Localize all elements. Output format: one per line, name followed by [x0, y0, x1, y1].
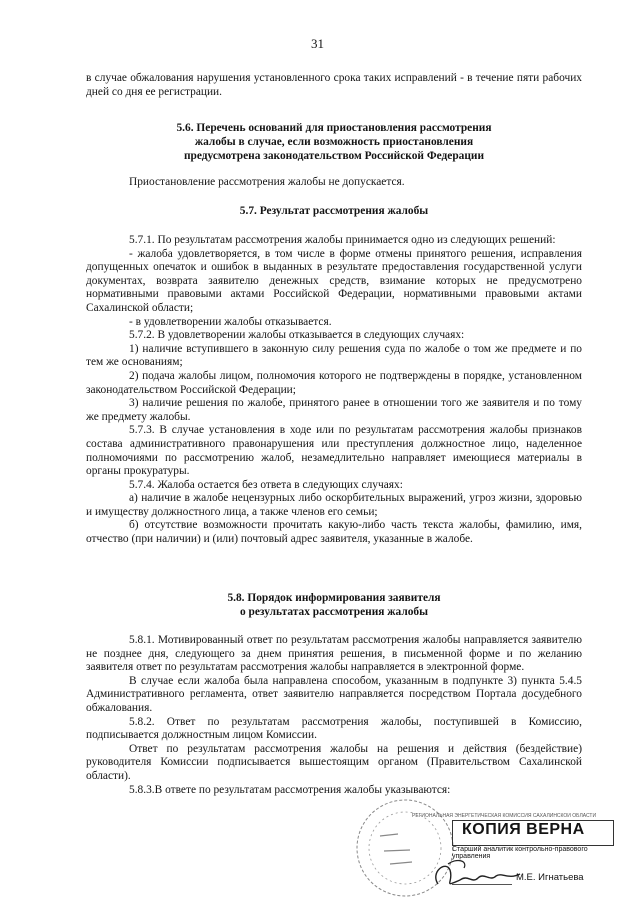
paragraph: В случае если жалоба была направлена способом, указанным в подпункте 3) пункта 5.4.5 Административного регламента, ответ заявителю направляется посредством Портала досудебного обжалования.: [86, 674, 582, 714]
paragraph: 5.8.3.В ответе по результатам рассмотрения жалобы указываются:: [129, 783, 451, 796]
section-5-8-body: [86, 634, 582, 797]
paragraph: 5.7.4. Жалоба остается без ответа в следующих случаях:: [129, 478, 403, 491]
paragraph: Приостановление рассмотрения жалобы не допускается.: [129, 176, 405, 188]
heading-5-6: [86, 122, 582, 163]
paragraph: Ответ по результатам рассмотрения жалобы на решения и действия (бездействие) руководителя Комиссии подписывается вышестоящим органом (Правительством Сахалинской области).: [86, 742, 582, 782]
paragraph: - жалоба удовлетворяется, в том числе в форме отмены принятого решения, исправления допущенных опечаток и ошибок в выданных в результате предоставления государственной услуги документах, возврата заявителю денежных средств, взимание которых не предусмотрено нормативными правовыми актами Российской Федерации, нормативными правовыми актами Сахалинской области;: [86, 247, 582, 314]
paragraph: 5.8.1. Мотивированный ответ по результатам рассмотрения жалобы направляется заявителю не позднее дня, следующего за днем принятия решения, в письменной форме и по желанию заявителя ответ по результатам рассмотрения жалобы направляется в электронной форме.: [86, 634, 582, 674]
signature-icon: [420, 854, 530, 894]
signature-line: [452, 884, 512, 885]
intro-text: в случае обжалования нарушения установленного срока таких исправлений - в течение пяти рабочих дней со дня ее регистрации.: [86, 72, 582, 98]
paragraph: 1) наличие вступившего в законную силу решения суда по жалобе о том же предмете и по тем же основаниям;: [86, 342, 582, 369]
heading-5-8-line-2: о результатах рассмотрения жалобы: [239, 605, 429, 618]
paragraph: 2) подача жалобы лицом, полномочия которого не подтверждены в порядке, установленном законодательством Российской Федерации;: [86, 369, 582, 396]
heading-5-8-line-1: 5.8. Порядок информирования заявителя: [227, 592, 441, 604]
paragraph: 5.7.1. По результатам рассмотрения жалобы принимается одно из следующих решений:: [129, 234, 556, 246]
heading-5-6-line-1: 5.6. Перечень оснований для приостановления рассмотрения: [176, 122, 492, 134]
section-5-6-body: [86, 176, 582, 190]
paragraph: 5.7.2. В удовлетворении жалобы отказывается в следующих случаях:: [129, 329, 465, 342]
certification-stamp: [330, 796, 635, 905]
section-5-7-body: [86, 234, 582, 547]
paragraph: а) наличие в жалобе нецензурных либо оскорбительных выражений, угроз жизни, здоровью и имуществу должностного лица, а также членов его семьи;: [86, 492, 582, 518]
stamp-position: Старший аналитик контрольно-правового управления: [452, 846, 588, 860]
stamp-signer-name: М.Е. Игнатьева: [516, 872, 584, 883]
paragraph: б) отсутствие возможности прочитать какую-либо часть текста жалобы, фамилию, имя, отчество (при наличии) и (или) почтовый адрес заявителя, указанные в жалобе.: [86, 519, 582, 546]
heading-5-6-line-3: предусмотрена законодательством Российской Федерации: [183, 149, 485, 162]
paragraph: 5.8.2. Ответ по результатам рассмотрения жалобы, поступившей в Комиссию, подписывается должностным лицом Комиссии.: [86, 715, 582, 742]
heading-5-6-line-2: жалобы в случае, если возможность приостановления: [194, 135, 474, 148]
heading-5-7: 5.7. Результат рассмотрения жалобы: [239, 205, 429, 217]
paragraph: 3) наличие решения по жалобе, принятого ранее в отношении того же заявителя и по тому же предмету жалобы.: [86, 397, 582, 423]
stamp-copy-label: КОПИЯ ВЕРНА: [462, 821, 585, 838]
heading-5-8: [86, 592, 582, 620]
stamp-organization: РЕГИОНАЛЬНАЯ ЭНЕРГЕТИЧЕСКАЯ КОМИССИЯ САХАЛИНСКОЙ ОБЛАСТИ: [412, 813, 597, 819]
paragraph: - в удовлетворении жалобы отказывается.: [129, 315, 332, 328]
page-number: 31: [311, 36, 324, 51]
paragraph: 5.7.3. В случае установления в ходе или по результатам рассмотрения жалобы признаков состава административного правонарушения или преступления должностное лицо, наделенное полномочиями по рассмотрению жалоб, незамедлительно направляет имеющиеся материалы в органы прокуратуры.: [86, 424, 582, 478]
intro-paragraph: [86, 72, 582, 99]
